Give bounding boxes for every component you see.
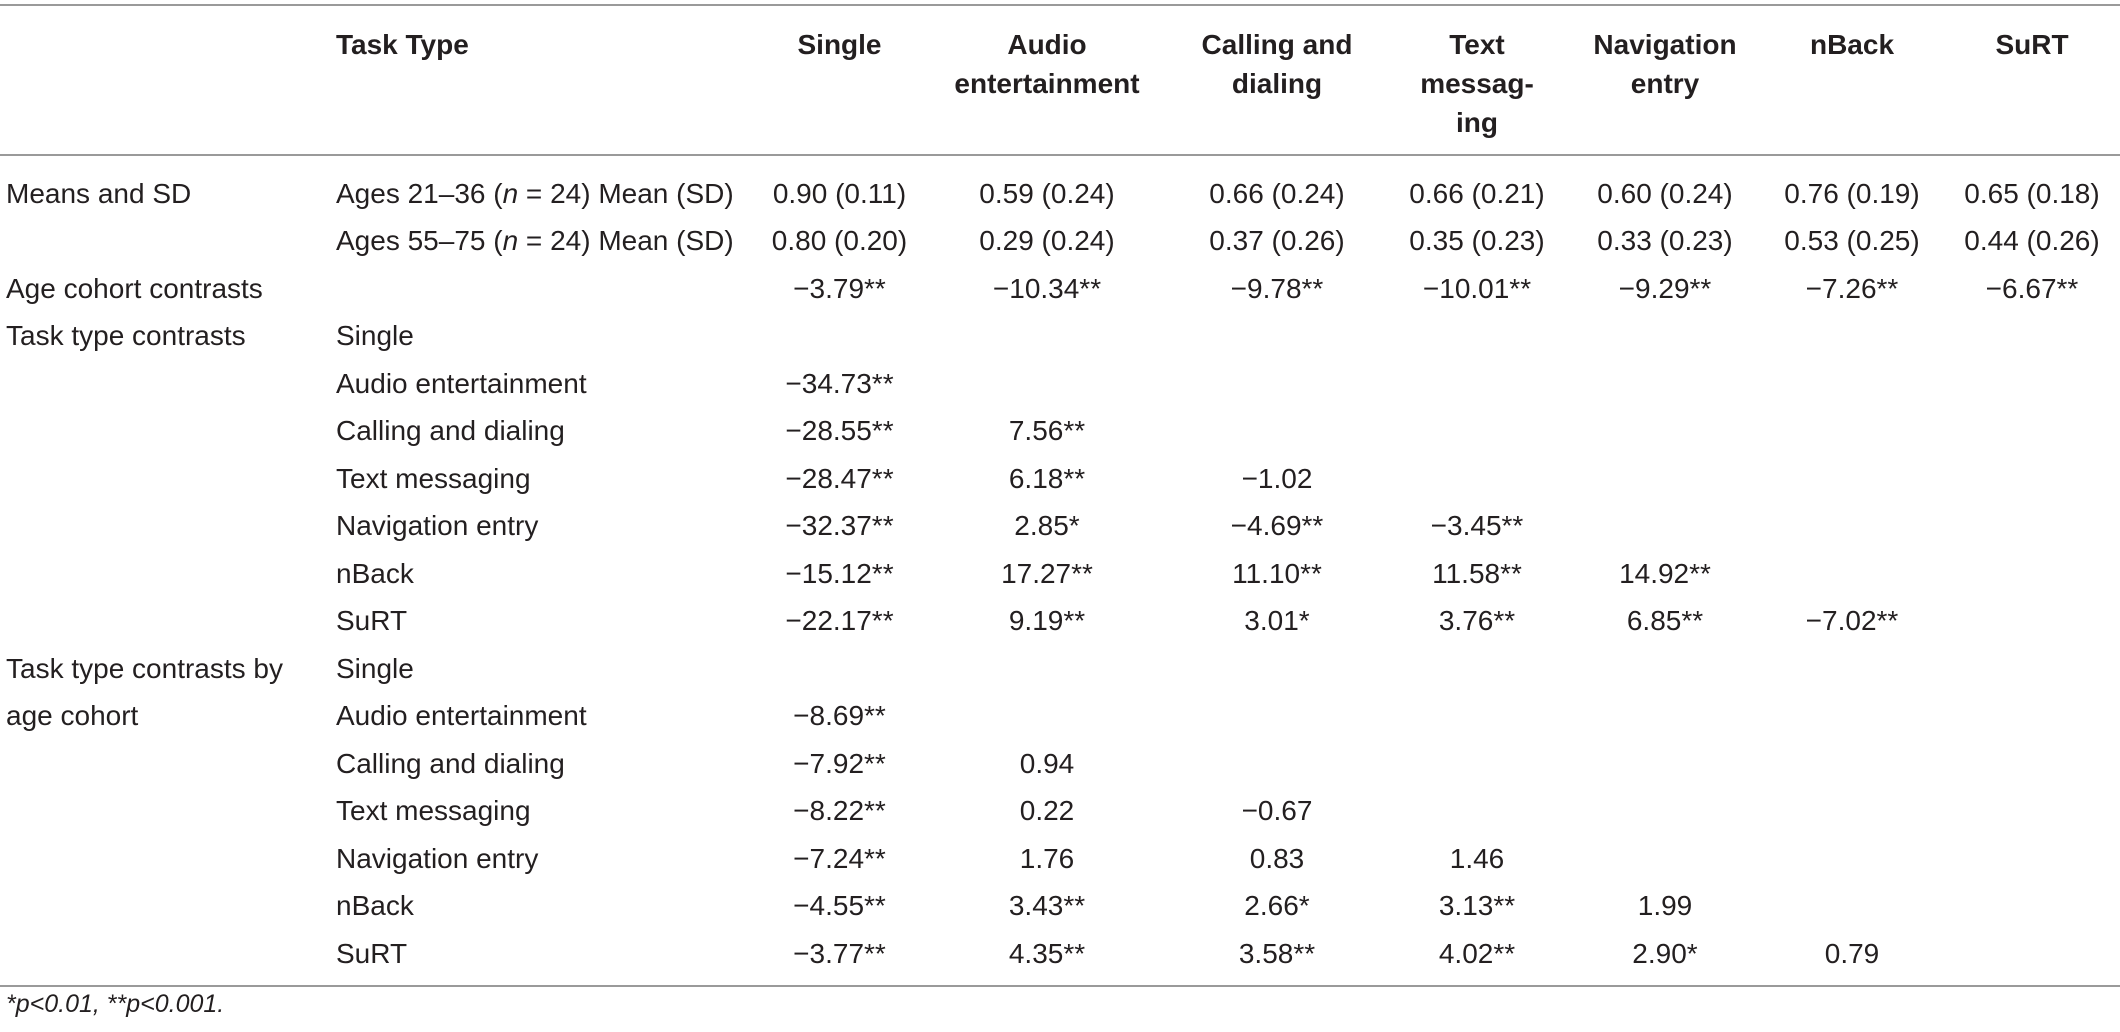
row-group-label <box>0 882 330 930</box>
cell-value <box>1760 740 1944 788</box>
table-row <box>0 455 2120 503</box>
cell-value <box>1570 312 1760 360</box>
cell-value: −7.92** <box>793 747 886 779</box>
cell-value <box>1944 835 2120 883</box>
row-task-label <box>330 645 755 693</box>
cell-value: 0.66 (0.24) <box>1209 178 1345 209</box>
cell-value <box>924 692 1170 740</box>
column-header-4 <box>1170 5 1384 155</box>
cell-value: 6.85** <box>1626 605 1704 637</box>
cell-value: −8.69** <box>793 700 886 732</box>
task-label-part: n <box>502 225 519 257</box>
table-row <box>0 312 2120 360</box>
task-label-part: Ages 55–75 ( <box>336 225 503 257</box>
table-row <box>0 597 2120 645</box>
column-header-line: SuRT <box>1995 29 2069 60</box>
task-label-part: Audio entertainment <box>336 700 587 732</box>
cell-value: −10.34** <box>992 272 1102 304</box>
row-group-label <box>0 787 330 835</box>
cell-value <box>1760 645 1944 693</box>
table-row <box>0 265 2120 313</box>
column-header-line: Text <box>1449 29 1505 60</box>
cell-value <box>1944 930 2120 986</box>
row-group-label: Means and SD <box>6 178 192 209</box>
cell-value: 3.58** <box>1238 937 1316 969</box>
cell-value <box>1944 740 2120 788</box>
cell-value <box>1570 787 1760 835</box>
results-table <box>0 4 2120 987</box>
column-header-5 <box>1384 5 1570 155</box>
table-footnote: *p<0.01, **p<0.001. <box>6 990 225 1018</box>
task-label-part: = 24) Mean (SD) <box>518 225 734 257</box>
cell-value <box>1944 502 2120 550</box>
cell-value: −28.47** <box>785 462 894 494</box>
cell-value <box>1944 787 2120 835</box>
row-group-label: Age cohort contrasts <box>6 272 263 304</box>
table-row <box>0 835 2120 883</box>
row-group-label <box>0 502 330 550</box>
cell-value: 4.35** <box>1008 937 1086 969</box>
row-task-label <box>330 882 755 930</box>
cell-value: 1.99 <box>1637 890 1693 922</box>
cell-value: 14.92** <box>1619 557 1711 589</box>
cell-value <box>1760 692 1944 740</box>
cell-value: 9.19** <box>1008 605 1086 637</box>
row-group-label <box>0 550 330 598</box>
task-label-part: Ages 21–36 ( <box>336 178 503 209</box>
column-header-0 <box>0 5 330 155</box>
cell-value <box>1570 645 1760 693</box>
cell-value: 0.37 (0.26) <box>1209 225 1345 257</box>
cell-value <box>1170 645 1384 693</box>
cell-value: 0.60 (0.24) <box>1597 178 1733 209</box>
column-header-8 <box>1944 5 2120 155</box>
cell-value <box>1760 550 1944 598</box>
cell-value: 4.02** <box>1438 937 1516 969</box>
cell-value <box>755 312 924 360</box>
cell-value <box>1384 407 1570 455</box>
cell-value: 3.13** <box>1438 890 1516 922</box>
column-header-line: dialing <box>1231 68 1323 99</box>
cell-value: −7.02** <box>1805 605 1899 637</box>
row-task-label <box>330 550 755 598</box>
column-header-2 <box>755 5 924 155</box>
cell-value: 0.29 (0.24) <box>979 225 1115 257</box>
cell-value: 2.85* <box>1014 510 1080 542</box>
cell-value <box>1944 455 2120 503</box>
row-group-label <box>0 455 330 503</box>
cell-value: −22.17** <box>785 605 894 637</box>
column-header-line: Single <box>797 29 882 60</box>
table-row <box>0 692 2120 740</box>
cell-value: 1.46 <box>1449 842 1505 874</box>
cell-value <box>1570 360 1760 408</box>
cell-value: 0.94 <box>1019 747 1075 779</box>
table-row <box>0 930 2120 986</box>
task-label-part: Text messaging <box>336 795 531 827</box>
cell-value: −1.02 <box>1241 462 1313 494</box>
cell-value <box>1384 455 1570 503</box>
cell-value <box>1170 692 1384 740</box>
row-group-label: Task type contrasts by <box>6 652 284 684</box>
row-task-label <box>330 407 755 455</box>
row-group-label <box>0 930 330 986</box>
cell-value: −3.45** <box>1430 510 1524 542</box>
cell-value <box>1944 550 2120 598</box>
cell-value <box>1944 645 2120 693</box>
row-task-label <box>330 930 755 986</box>
cell-value: 11.10** <box>1232 557 1322 589</box>
cell-value <box>1760 455 1944 503</box>
cell-value <box>1944 360 2120 408</box>
task-label-part: = 24) Mean (SD) <box>518 178 734 209</box>
cell-value: 3.43** <box>1008 890 1086 922</box>
row-group-label: age cohort <box>6 700 139 732</box>
cell-value: 0.66 (0.21) <box>1409 178 1545 209</box>
row-task-label <box>330 360 755 408</box>
cell-value: 7.56** <box>1008 415 1086 447</box>
cell-value <box>1760 787 1944 835</box>
row-task-label <box>330 597 755 645</box>
cell-value: 0.79 <box>1824 937 1880 969</box>
task-label-part: Navigation entry <box>336 510 539 542</box>
cell-value: −34.73** <box>785 367 894 399</box>
cell-value: 0.33 (0.23) <box>1597 225 1733 257</box>
cell-value <box>1944 692 2120 740</box>
cell-value: 11.58** <box>1432 557 1522 589</box>
cell-value: 0.53 (0.25) <box>1784 225 1920 257</box>
cell-value: −28.55** <box>785 415 894 447</box>
cell-value <box>1384 740 1570 788</box>
cell-value <box>924 645 1170 693</box>
table-row <box>0 645 2120 693</box>
cell-value: −15.12** <box>785 557 894 589</box>
cell-value <box>1570 502 1760 550</box>
task-label-part: Calling and dialing <box>336 415 565 447</box>
row-task-label <box>330 787 755 835</box>
table-row <box>0 787 2120 835</box>
cell-value: −6.67** <box>1985 272 2079 304</box>
header-row <box>0 5 2120 155</box>
row-task-label <box>330 692 755 740</box>
cell-value <box>1760 360 1944 408</box>
column-header-3 <box>924 5 1170 155</box>
row-task-label <box>330 502 755 550</box>
table-row <box>0 155 2120 217</box>
cell-value: 0.44 (0.26) <box>1964 225 2100 257</box>
cell-value: 0.35 (0.23) <box>1409 225 1545 257</box>
column-header-6 <box>1570 5 1760 155</box>
cell-value: 3.01* <box>1244 605 1310 637</box>
cell-value <box>1384 787 1570 835</box>
cell-value: −10.01** <box>1422 272 1532 304</box>
cell-value <box>1384 692 1570 740</box>
cell-value <box>1760 835 1944 883</box>
cell-value: 3.76** <box>1438 605 1516 637</box>
cell-value <box>1570 835 1760 883</box>
table-body <box>0 155 2120 986</box>
cell-value <box>924 360 1170 408</box>
task-label-part: Single <box>336 320 414 352</box>
row-task-label <box>330 740 755 788</box>
cell-value: −4.69** <box>1230 510 1324 542</box>
row-group-label <box>0 597 330 645</box>
task-label-part: Single <box>336 652 414 684</box>
cell-value: −4.55** <box>793 890 886 922</box>
cell-value <box>1170 360 1384 408</box>
cell-value: 0.76 (0.19) <box>1784 178 1920 209</box>
table-row <box>0 740 2120 788</box>
cell-value <box>1944 882 2120 930</box>
cell-value <box>1760 407 1944 455</box>
task-label-part: SuRT <box>336 937 408 969</box>
cell-value: 2.90* <box>1632 937 1698 969</box>
cell-value: −8.22** <box>793 795 886 827</box>
cell-value <box>1760 312 1944 360</box>
cell-value <box>1760 882 1944 930</box>
row-task-label <box>330 835 755 883</box>
column-header-line: messag- <box>1420 68 1534 99</box>
table-row <box>0 882 2120 930</box>
task-label-part: Text messaging <box>336 462 531 494</box>
table-row <box>0 217 2120 265</box>
row-group-label <box>0 407 330 455</box>
task-label-part: SuRT <box>336 605 408 637</box>
task-label-part: nBack <box>336 890 414 922</box>
cell-value: 0.90 (0.11) <box>772 178 907 209</box>
cell-value: 0.22 <box>1019 795 1075 827</box>
cell-value <box>755 645 924 693</box>
table-header <box>0 5 2120 155</box>
cell-value: 0.80 (0.20) <box>771 225 908 257</box>
column-header-7 <box>1760 5 1944 155</box>
table-row <box>0 360 2120 408</box>
cell-value <box>1760 502 1944 550</box>
row-group-label <box>0 835 330 883</box>
column-header-line: Task Type <box>336 29 469 60</box>
row-task-label <box>330 455 755 503</box>
cell-value <box>1170 407 1384 455</box>
column-header-line: entertainment <box>954 68 1140 99</box>
table-row <box>0 502 2120 550</box>
column-header-line: Navigation <box>1593 29 1737 60</box>
cell-value: 0.59 (0.24) <box>979 178 1115 209</box>
row-task-label <box>330 265 755 313</box>
row-task-label <box>330 312 755 360</box>
cell-value: −7.24** <box>793 842 886 874</box>
row-group-label <box>0 360 330 408</box>
cell-value <box>1570 740 1760 788</box>
cell-value <box>1944 312 2120 360</box>
cell-value: 2.66* <box>1244 890 1310 922</box>
cell-value <box>1570 455 1760 503</box>
row-group-label <box>0 740 330 788</box>
cell-value: 0.83 <box>1249 842 1305 874</box>
cell-value <box>1170 740 1384 788</box>
cell-value <box>1570 692 1760 740</box>
cell-value: −3.77** <box>793 937 886 969</box>
task-label-part: Navigation entry <box>336 842 539 874</box>
task-label-part: nBack <box>336 557 414 589</box>
column-header-line: nBack <box>1809 29 1895 60</box>
column-header-line: ing <box>1456 107 1498 138</box>
cell-value <box>924 312 1170 360</box>
row-task-label <box>330 217 755 265</box>
cell-value: 17.27** <box>1001 557 1093 589</box>
cell-value: −32.37** <box>785 510 894 542</box>
task-label-part: n <box>502 178 519 209</box>
column-header-line: entry <box>1630 68 1700 99</box>
task-label-part: Calling and dialing <box>336 747 565 779</box>
table-row <box>0 407 2120 455</box>
cell-value: −9.78** <box>1230 272 1324 304</box>
column-header-1 <box>330 5 755 155</box>
column-header-line: Audio <box>1007 29 1087 60</box>
cell-value <box>1384 360 1570 408</box>
cell-value <box>1944 407 2120 455</box>
task-label-part: Audio entertainment <box>336 367 587 399</box>
cell-value: −0.67 <box>1241 795 1313 827</box>
cell-value: −9.29** <box>1618 272 1712 304</box>
cell-value: −3.79** <box>793 272 886 304</box>
table-row <box>0 550 2120 598</box>
row-task-label <box>330 155 755 217</box>
cell-value: 6.18** <box>1008 462 1086 494</box>
cell-value: 0.65 (0.18) <box>1964 178 2100 209</box>
cell-value <box>1384 312 1570 360</box>
cell-value <box>1944 597 2120 645</box>
cell-value <box>1384 645 1570 693</box>
cell-value <box>1170 312 1384 360</box>
cell-value: −7.26** <box>1805 272 1899 304</box>
column-header-line: Calling and <box>1201 29 1353 60</box>
cell-value: 1.76 <box>1019 842 1075 874</box>
row-group-label: Task type contrasts <box>6 320 246 352</box>
row-group-label <box>0 217 330 265</box>
cell-value <box>1570 407 1760 455</box>
